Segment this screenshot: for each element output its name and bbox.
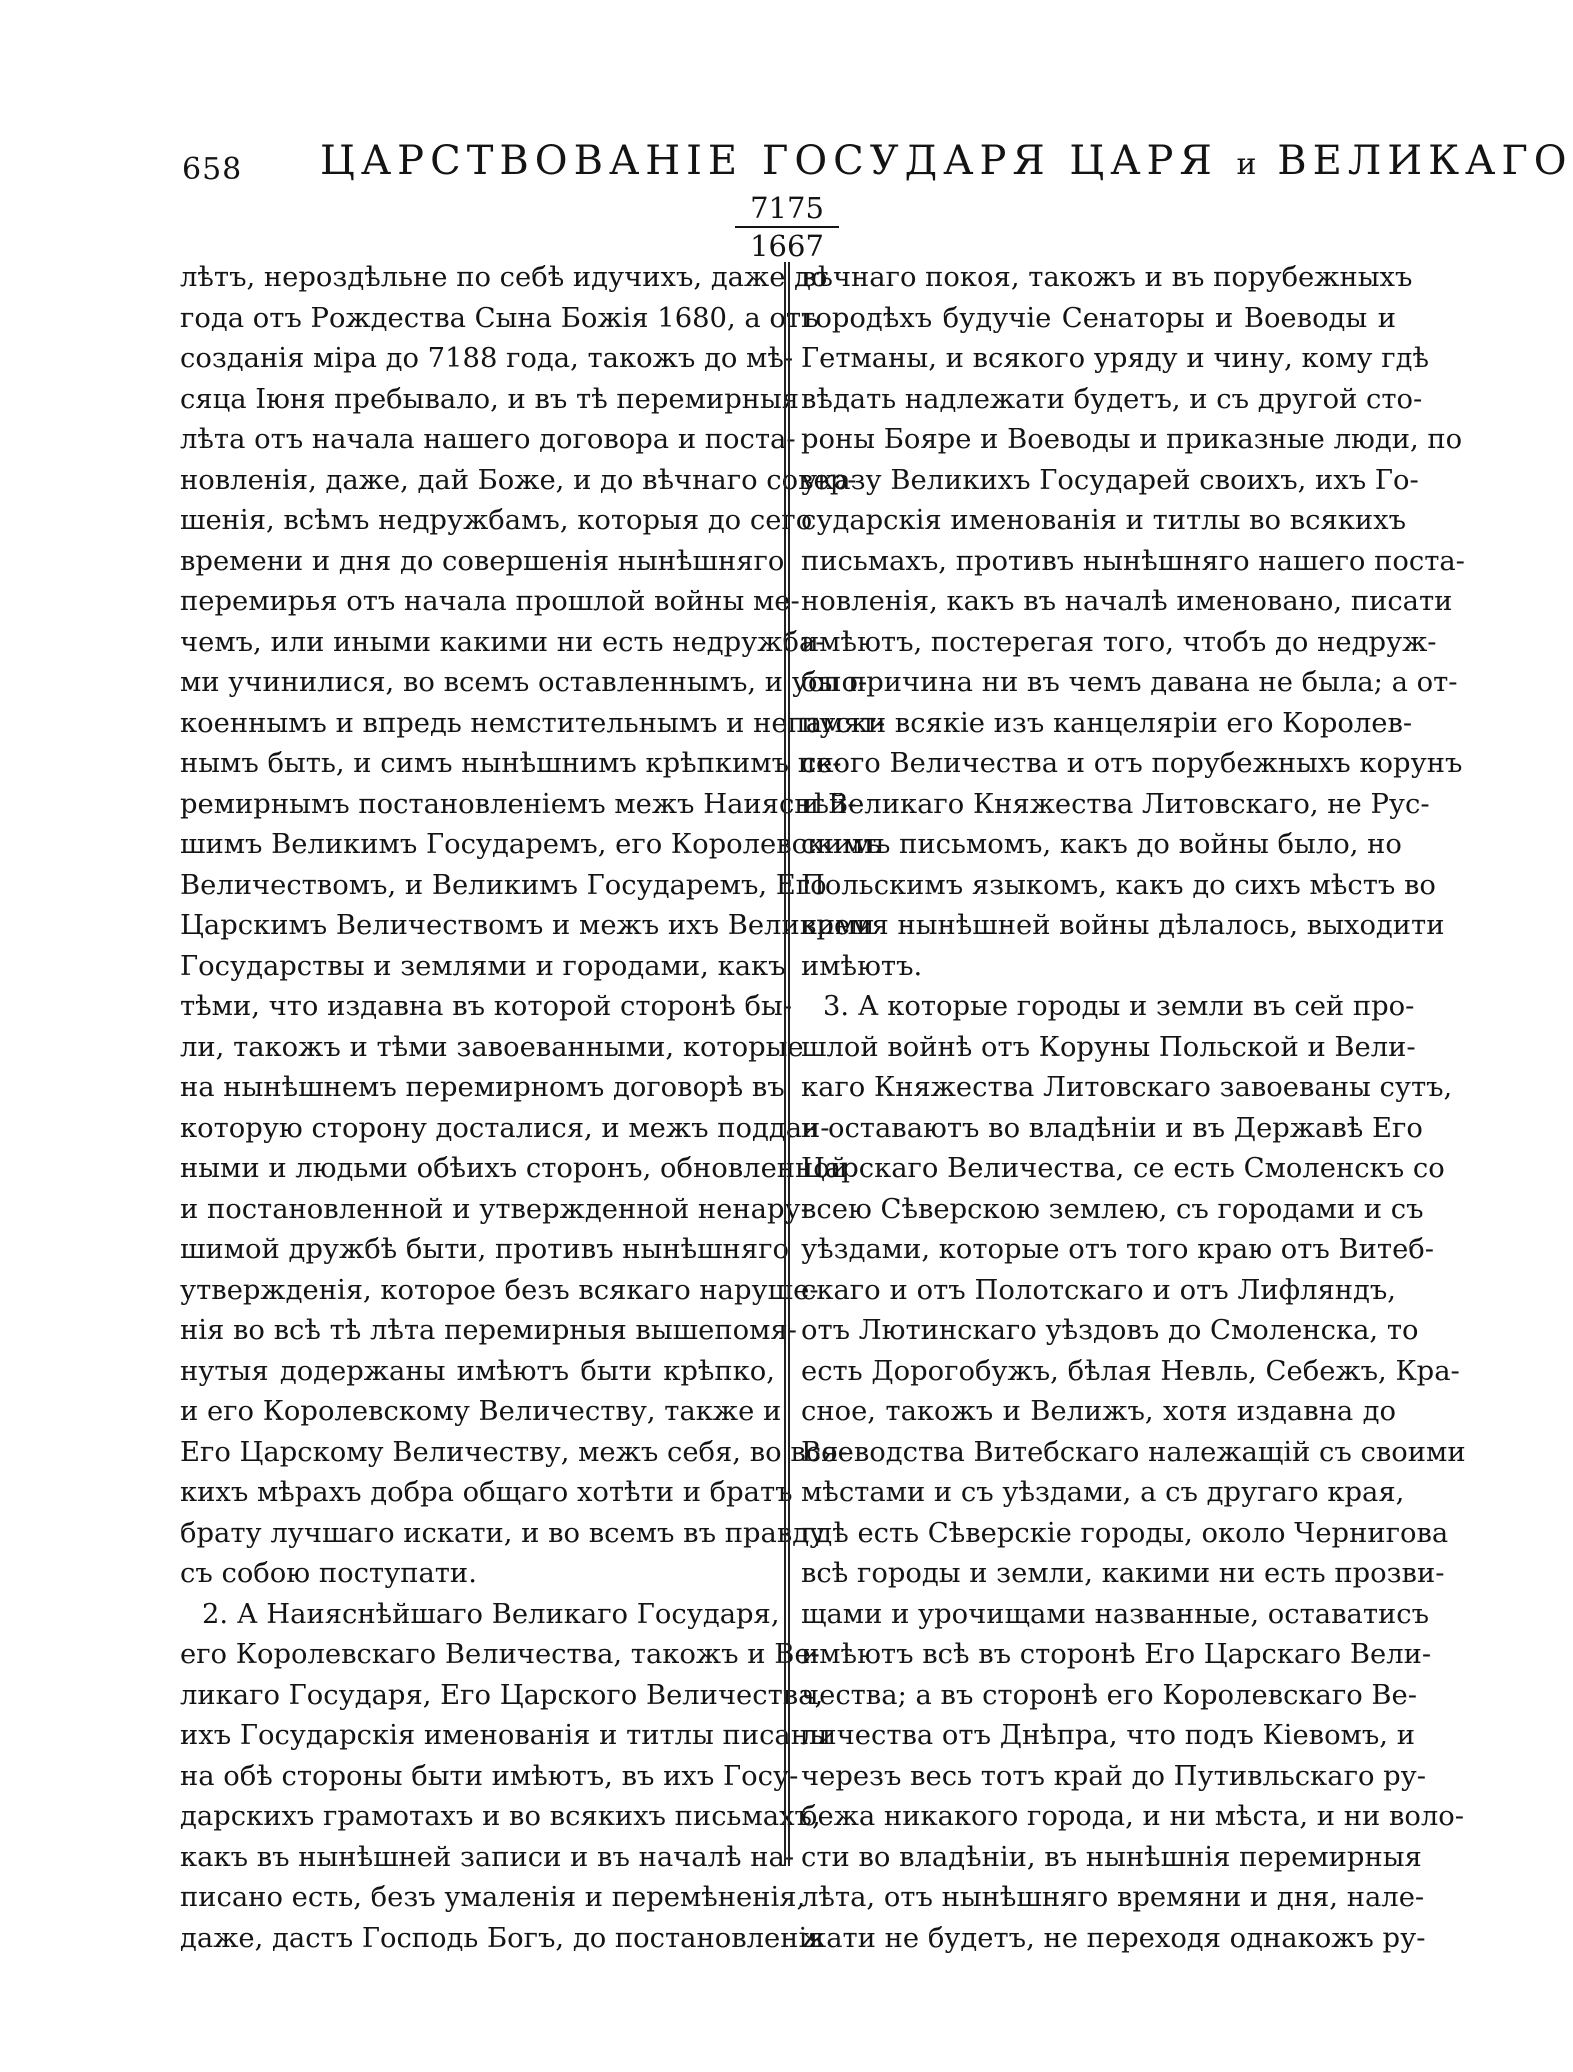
text-line: нія во всѣ тѣ лѣта перемирныя вышепомя- [180, 1315, 797, 1346]
text-line: новленія, какъ въ началѣ именовано, писати [801, 586, 1453, 617]
text-line: ными и людьми обѣихъ сторонъ, обновленной [180, 1153, 849, 1184]
text-line: ремирнымъ постановленіемъ межъ Наияснѣй- [180, 788, 857, 820]
text-line: его Королевскаго Величества, такожъ и Ве- [180, 1639, 820, 1670]
text-line: вѣчнаго покоя, такожъ и въ порубежныхъ [801, 262, 1413, 293]
text-line: Польскимъ языкомъ, какъ до сихъ мѣстъ во [801, 869, 1436, 901]
text-line: городѣхъ будучіе Сенаторы и Воеводы и [801, 302, 1396, 334]
text-line: есть Дорогобужъ, бѣлая Невль, Себежъ, Кра- [801, 1355, 1460, 1387]
text-line: коеннымъ и впредь немстительнымъ и непамят- [180, 707, 886, 739]
text-line: мѣстами и съ уѣздами, а съ другагo края, [801, 1477, 1405, 1508]
text-line: каго Княжества Литовскаго завоеваны сутъ, [801, 1072, 1453, 1103]
text-line: новленія, даже, дай Боже, и до вѣчнаго совер- [180, 464, 857, 496]
text-line: личества отъ Днѣпра, что подъ Кіевомъ, и [801, 1720, 1415, 1751]
text-line: бежа никакого города, и ни мѣста, и ни воло- [801, 1801, 1465, 1832]
text-line: ми учинилися, во всемъ оставленнымъ, и успо- [180, 667, 868, 698]
text-line: лѣтъ, нероздѣльне по себѣ идучихъ, даже до [180, 262, 828, 293]
text-line: брату лучшаго искати, и во всемъ въ правду [180, 1517, 826, 1549]
text-line: Царскимъ Величествомъ и межъ ихъ Великими [180, 910, 875, 941]
text-line: лѣта отъ начала нашего договора и поста- [180, 424, 796, 455]
text-line: скимъ письмомъ, какъ до войны было, но [801, 829, 1402, 860]
text-line: уѣздами, которые отъ того краю отъ Витеб- [801, 1234, 1435, 1265]
left-column [180, 258, 886, 1959]
text-line: указу Великихъ Государей своихъ, ихъ Го- [801, 464, 1419, 496]
year-christian: 1667 [750, 229, 824, 263]
text-line: перемирья отъ начала прошлой войны ме- [180, 586, 800, 617]
text-line: ликаго Государя, Его Царского Величества, [180, 1679, 824, 1711]
text-line: чемъ, или иными какими ни есть недружба- [180, 626, 825, 658]
text-line: сное, такожъ и Велижъ, хотя издавна до [801, 1396, 1396, 1427]
text-line: имѣютъ. [801, 950, 923, 982]
text-line: шлой войнѣ отъ Коруны Польской и Вели- [801, 1031, 1416, 1063]
text-line: ли, такожъ и тѣми завоеванными, которые [180, 1031, 804, 1063]
text-line: 3. А которые городы и земли въ сей про- [823, 991, 1415, 1022]
text-line: шимъ Великимъ Государемъ, его Королевскимъ [180, 829, 882, 860]
text-line: имѣютъ, постерегая того, чтобъ до недруж- [801, 626, 1437, 658]
text-line: съ собою поступати. [180, 1558, 477, 1589]
text-line: даже, дастъ Господь Богъ, до постановленія [180, 1922, 825, 1954]
year-world: 7175 [735, 190, 839, 228]
text-line: сударскія именованія и титлы во всякихъ [801, 505, 1407, 536]
text-line: какъ въ нынѣшней записи и въ началѣ на- [180, 1841, 795, 1873]
year-block [735, 190, 839, 264]
text-line: дарскихъ грамотахъ и во всякихъ письмахъ, [180, 1801, 821, 1832]
text-line: отъ Лютинскаго уѣздовъ до Смоленска, то [801, 1315, 1419, 1346]
running-title-end: ВЕЛИКАГО [1277, 138, 1573, 184]
text-line: сяца Іюня пребывало, и въ тѣ перемирныя [180, 383, 800, 415]
right-column [801, 258, 1466, 1959]
text-line: пуски всякіе изъ канцеляріи его Королев- [801, 707, 1413, 739]
text-line: время нынѣшней войны дѣлалось, выходити [801, 910, 1445, 941]
text-line: на обѣ стороны быти имѣютъ, въ ихъ Госу- [180, 1760, 799, 1792]
text-line: вѣдать надлежати будетъ, и съ другой сто- [801, 383, 1423, 415]
text-line: и оставаютъ во владѣніи и въ Державѣ Его [801, 1112, 1423, 1144]
text-line: и его Королевскому Величеству, также и [180, 1396, 782, 1427]
text-line: ского Величества и отъ порубежныхъ корунъ [801, 748, 1463, 779]
text-line: лѣта, отъ нынѣшняго времяни и дня, нале- [801, 1882, 1425, 1913]
text-line: Царскаго Величества, се есть Смоленскъ со [801, 1153, 1445, 1184]
column-divider [784, 262, 790, 1866]
text-line: черезъ весь тотъ край до Путивльскаго ру- [801, 1760, 1427, 1792]
text-line: гдѣ есть Сѣверскіе городы, около Чернигова [801, 1517, 1449, 1549]
text-line: которую сторону досталися, и межъ поддан- [180, 1112, 830, 1144]
text-line: имѣютъ всѣ въ сторонѣ Его Царскаго Вели- [801, 1639, 1432, 1670]
text-line: скаго и отъ Полотскаго и отъ Лифляндъ, [801, 1274, 1396, 1306]
text-line: всею Сѣверскою землею, съ городами и съ [801, 1193, 1424, 1225]
running-title-main: ЦАРСТВОВАНІЕ ГОСУДАРЯ ЦАРЯ [320, 138, 1218, 184]
text-line: времени и дня до совершенія нынѣшняго [180, 545, 785, 577]
running-title-conjunction: и [1236, 147, 1259, 182]
text-line: шенія, всѣмъ недружбамъ, которыя до сего [180, 505, 813, 536]
text-line: ихъ Государскія именованія и титлы писаны [180, 1720, 831, 1751]
text-line: письмахъ, противъ нынѣшняго нашего поста- [801, 545, 1465, 577]
running-title [320, 138, 1573, 184]
text-line: утвержденія, которое безъ всякаго наруше- [180, 1274, 819, 1306]
text-line: на нынѣшнемъ перемирномъ договорѣ въ [180, 1072, 785, 1103]
text-line: Величествомъ, и Великимъ Государемъ, Его [180, 869, 827, 901]
text-line: шимой дружбѣ быти, противъ нынѣшняго [180, 1234, 789, 1265]
text-line: жати не будетъ, не переходя однакожъ ру- [801, 1922, 1426, 1954]
text-line: Государствы и землями и городами, какъ [180, 950, 786, 982]
text-line: 2. А Наияснѣйшаго Великаго Государя, [202, 1598, 780, 1630]
text-line: созданія міра до 7188 года, такожъ до мѣ- [180, 343, 794, 374]
text-line: года отъ Рождества Сына Божія 1680, а отъ [180, 302, 819, 334]
text-line: и постановленной и утвержденной ненару- [180, 1193, 810, 1225]
page-number: 658 [182, 152, 243, 187]
text-line: кихъ мѣрахъ добра общаго хотѣти и братъ [180, 1477, 793, 1508]
text-line: Его Царскому Величеству, межъ себя, во вся- [180, 1436, 848, 1468]
text-line: нутыя додержаны имѣютъ быти крѣпко, [180, 1355, 775, 1387]
text-line: тѣми, что издавна въ которой сторонѣ бы- [180, 991, 793, 1022]
text-line: чества; а въ сторонѣ его Королевскаго Ве- [801, 1679, 1418, 1711]
text-line: Гетманы, и всякого уряду и чину, кому гдѣ [801, 343, 1429, 374]
text-line: бы причина ни въ чемъ давана не была; а от- [801, 667, 1458, 698]
text-line: нымъ быть, и симъ нынѣшнимъ крѣпкимъ пе- [180, 748, 842, 779]
text-line: писано есть, безъ умаленія и перемѣненія, [180, 1882, 806, 1913]
text-line: сти во владѣніи, въ нынѣшнія перемирныя [801, 1841, 1422, 1873]
text-line: и Великаго Княжества Литовскаго, не Рус- [801, 788, 1430, 820]
text-line: роны Бояре и Воеводы и приказные люди, по [801, 424, 1463, 455]
text-line: всѣ городы и земли, какими ни есть прозви- [801, 1558, 1445, 1589]
text-line: щами и урочищами названные, оставатисъ [801, 1598, 1430, 1630]
text-line: Воеводства Витебскаго належащій съ своими [801, 1436, 1466, 1468]
